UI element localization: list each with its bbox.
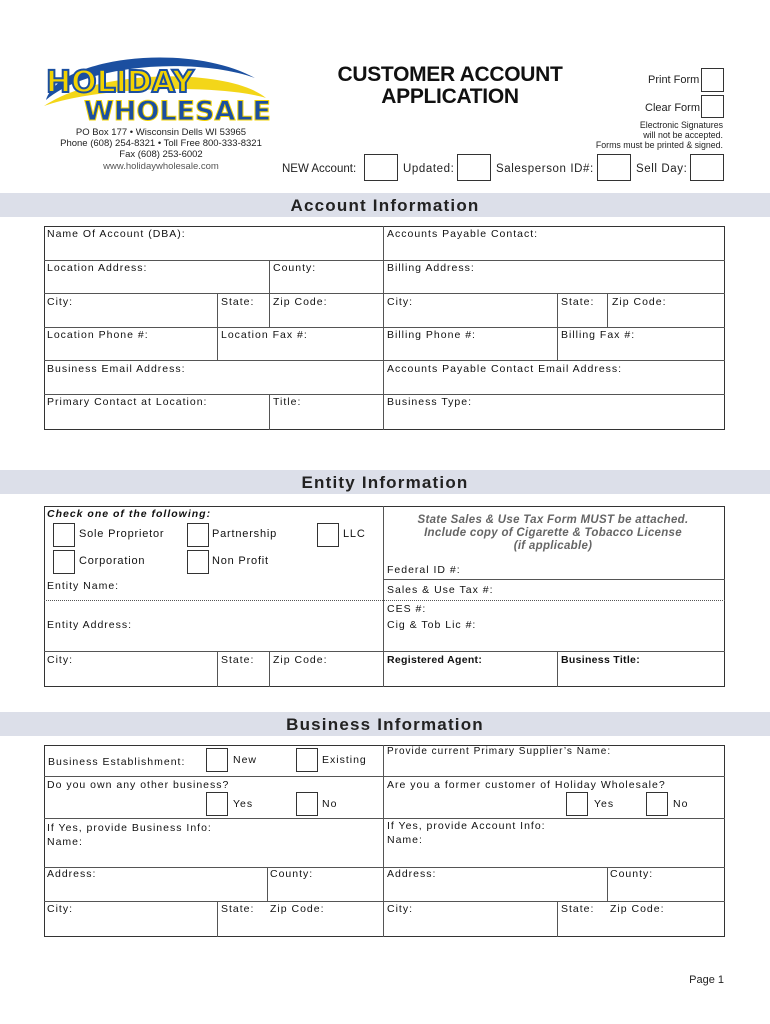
corporation-label: Corporation <box>79 555 146 567</box>
location-zip-field[interactable]: Zip Code: <box>273 296 328 308</box>
former-account-city-field[interactable]: City: <box>387 903 413 915</box>
new-account-checkbox[interactable] <box>364 154 398 181</box>
electronic-signature-note: Electronic Signatures will not be accepted. Forms must be printed & signed. <box>595 120 723 150</box>
ces-field[interactable]: CES #: <box>387 603 427 615</box>
location-state-field[interactable]: State: <box>221 296 255 308</box>
establishment-new-checkbox[interactable] <box>206 748 228 772</box>
clear-form-label: Clear Form <box>645 102 701 114</box>
former-account-address-field[interactable]: Address: <box>387 868 437 880</box>
own-other-yes-checkbox[interactable] <box>206 792 228 816</box>
non-profit-label: Non Profit <box>212 555 269 567</box>
llc-label: LLC <box>343 528 366 540</box>
primary-supplier-field[interactable]: Provide current Primary Supplier’s Name: <box>387 746 612 757</box>
billing-state-field[interactable]: State: <box>561 296 595 308</box>
tax-form-note: State Sales & Use Tax Form MUST be attached. Include copy of Cigarette & Tobacco License (if applicable) <box>417 514 689 552</box>
other-business-address-field[interactable]: Address: <box>47 868 97 880</box>
former-customer-yes-label: Yes <box>594 798 615 810</box>
billing-address-field[interactable]: Billing Address: <box>387 262 475 274</box>
partnership-label: Partnership <box>212 528 278 540</box>
svg-text:WHOLESALE: WHOLESALE <box>84 96 271 126</box>
salesperson-id-field[interactable] <box>597 154 631 181</box>
print-form-button[interactable] <box>701 68 724 92</box>
former-account-zip-field[interactable]: Zip Code: <box>610 903 665 915</box>
company-address: PO Box 177 • Wisconsin Dells WI 53965 Phone (608) 254-8321 • Toll Free 800-333-8321 Fax (608) 253-6002 www.holidaywholesale.com <box>50 127 272 172</box>
establishment-new-label: New <box>233 754 258 766</box>
partnership-checkbox[interactable] <box>187 523 209 547</box>
salesperson-id-label: Salesperson ID#: <box>496 163 594 175</box>
if-yes-business-info-label: If Yes, provide Business Info: <box>47 822 212 834</box>
website-link[interactable]: www.holidaywholesale.com <box>103 160 219 172</box>
sole-proprietor-checkbox[interactable] <box>53 523 75 547</box>
business-type-field[interactable]: Business Type: <box>387 396 473 408</box>
ap-email-field[interactable]: Accounts Payable Contact Email Address: <box>387 363 623 375</box>
page-title: CUSTOMER ACCOUNT APPLICATION <box>337 63 563 108</box>
svg-text:HOLIDAY: HOLIDAY <box>46 65 194 100</box>
corporation-checkbox[interactable] <box>53 550 75 574</box>
print-form-label: Print Form <box>648 74 700 86</box>
own-other-no-checkbox[interactable] <box>296 792 318 816</box>
location-county-field[interactable]: County: <box>273 262 317 274</box>
former-account-state-field[interactable]: State: <box>561 903 595 915</box>
other-business-state-field[interactable]: State: <box>221 903 255 915</box>
account-name-dba-field[interactable]: Name Of Account (DBA): <box>47 228 186 240</box>
contact-title-field[interactable]: Title: <box>273 396 302 408</box>
updated-label: Updated: <box>403 163 455 175</box>
own-other-no-label: No <box>322 798 338 810</box>
registered-agent-field[interactable]: Registered Agent: <box>387 654 483 666</box>
own-other-yes-label: Yes <box>233 798 254 810</box>
former-customer-no-checkbox[interactable] <box>646 792 668 816</box>
establishment-existing-checkbox[interactable] <box>296 748 318 772</box>
billing-city-field[interactable]: City: <box>387 296 413 308</box>
entity-address-field[interactable]: Entity Address: <box>47 619 133 631</box>
non-profit-checkbox[interactable] <box>187 550 209 574</box>
business-establishment-label: Business Establishment: <box>48 756 186 768</box>
establishment-existing-label: Existing <box>322 754 367 766</box>
llc-checkbox[interactable] <box>317 523 339 547</box>
new-account-label: NEW Account: <box>282 163 357 175</box>
former-account-county-field[interactable]: County: <box>610 868 654 880</box>
federal-id-field[interactable]: Federal ID #: <box>387 564 461 576</box>
ap-contact-field[interactable]: Accounts Payable Contact: <box>387 228 539 240</box>
business-email-field[interactable]: Business Email Address: <box>47 363 186 375</box>
billing-fax-field[interactable]: Billing Fax #: <box>561 329 636 341</box>
location-phone-field[interactable]: Location Phone #: <box>47 329 149 341</box>
location-address-field[interactable]: Location Address: <box>47 262 148 274</box>
holiday-wholesale-logo <box>40 48 272 126</box>
billing-zip-field[interactable]: Zip Code: <box>612 296 667 308</box>
former-customer-yes-checkbox[interactable] <box>566 792 588 816</box>
other-business-city-field[interactable]: City: <box>47 903 73 915</box>
if-yes-account-info-label: If Yes, provide Account Info: <box>387 820 546 832</box>
billing-phone-field[interactable]: Billing Phone #: <box>387 329 476 341</box>
primary-contact-field[interactable]: Primary Contact at Location: <box>47 396 208 408</box>
other-business-name-field[interactable]: Name: <box>47 836 83 848</box>
clear-form-button[interactable] <box>701 95 724 118</box>
entity-section-title: Entity Information <box>301 473 469 492</box>
business-title-field[interactable]: Business Title: <box>561 654 640 666</box>
updated-checkbox[interactable] <box>457 154 491 181</box>
location-city-field[interactable]: City: <box>47 296 73 308</box>
page-number: Page 1 <box>689 974 724 986</box>
account-section-title: Account Information <box>290 196 480 215</box>
former-customer-label: Are you a former customer of Holiday Wholesale? <box>387 779 666 791</box>
sell-day-label: Sell Day: <box>636 163 688 175</box>
entity-name-field[interactable]: Entity Name: <box>47 580 120 592</box>
cig-tob-license-field[interactable]: Cig & Tob Lic #: <box>387 619 477 631</box>
former-account-name-field[interactable]: Name: <box>387 834 423 846</box>
own-other-business-label: Do you own any other business? <box>47 779 230 791</box>
location-fax-field[interactable]: Location Fax #: <box>221 329 308 341</box>
former-customer-no-label: No <box>673 798 689 810</box>
entity-zip-field[interactable]: Zip Code: <box>273 654 328 666</box>
sales-use-tax-field[interactable]: Sales & Use Tax #: <box>387 584 494 596</box>
other-business-county-field[interactable]: County: <box>270 868 314 880</box>
entity-city-field[interactable]: City: <box>47 654 73 666</box>
business-section-title: Business Information <box>286 715 484 734</box>
check-one-label: Check one of the following: <box>47 508 212 520</box>
sole-proprietor-label: Sole Proprietor <box>79 528 165 540</box>
sell-day-field[interactable] <box>690 154 724 181</box>
other-business-zip-field[interactable]: Zip Code: <box>270 903 325 915</box>
entity-state-field[interactable]: State: <box>221 654 255 666</box>
